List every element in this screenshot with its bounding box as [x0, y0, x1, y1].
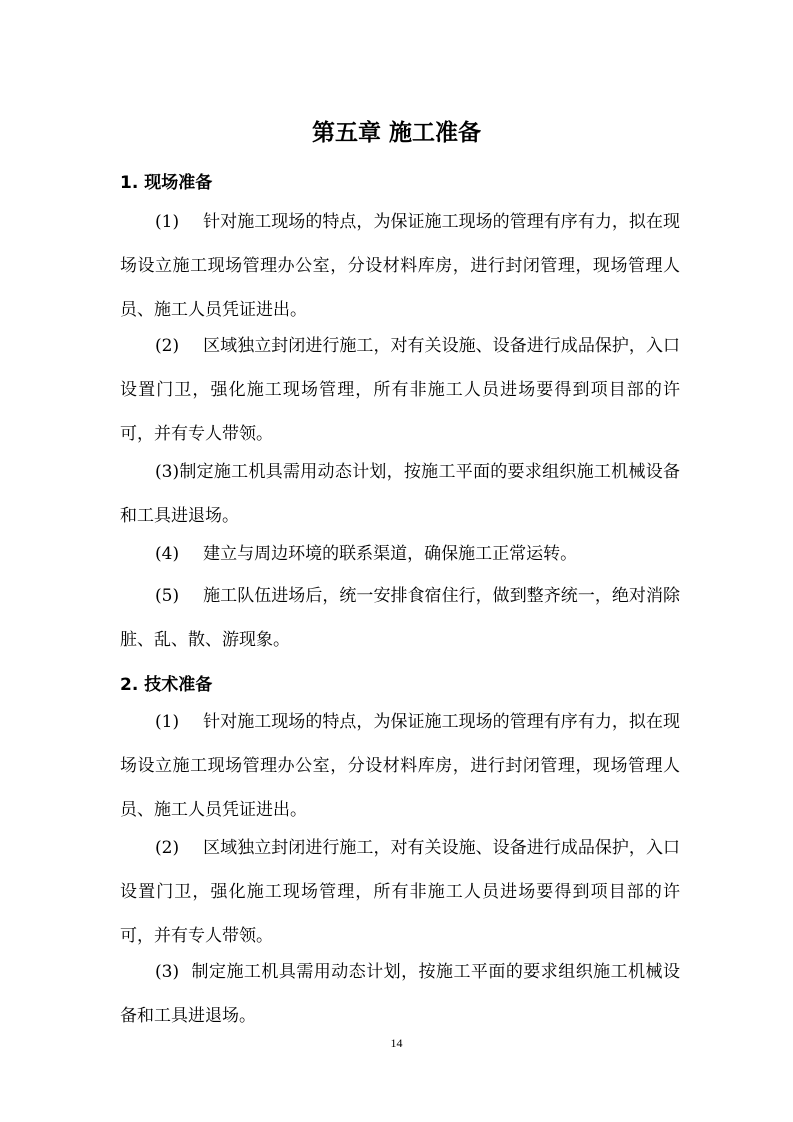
paragraph-text: 施工队伍进场后，统一安排食宿住行，做到整齐统一，绝对消除脏、乱、散、游现象。: [120, 586, 680, 650]
paragraph: [120, 450, 680, 538]
paragraph: [120, 700, 680, 832]
paragraph-text: 区域独立封闭进行施工，对有关设施、设备进行成品保护，入口设置门卫，强化施工现场管理，所有非施工人员进场要得到项目部的许可，并有专人带领。: [120, 838, 680, 946]
paragraph: [120, 826, 680, 958]
page-number: 14: [390, 1036, 403, 1050]
paragraph-text: 建立与周边环境的联系渠道，确保施工正常运转。: [203, 544, 578, 564]
paragraph-number: (4): [155, 544, 180, 564]
paragraph: [120, 324, 680, 456]
section-heading-2: 2. 技术准备: [120, 675, 213, 695]
paragraph-number: (1): [155, 212, 180, 232]
paragraph-number: (1): [155, 712, 180, 732]
paragraph-number: (2): [155, 838, 180, 858]
paragraph-text: 制定施工机具需用动态计划，按施工平面的要求组织施工机械设备和工具进退场。: [120, 962, 680, 1026]
paragraph-number: (3): [155, 962, 180, 982]
section-heading-1: 1. 现场准备: [120, 173, 213, 193]
paragraph: [120, 200, 680, 332]
paragraph-number: (3): [155, 462, 180, 482]
paragraph-text: 针对施工现场的特点，为保证施工现场的管理有序有力，拟在现场设立施工现场管理办公室，分设材料库房，进行封闭管理，现场管理人员、施工人员凭证进出。: [120, 712, 680, 820]
paragraph-text: 区域独立封闭进行施工，对有关设施、设备进行成品保护，入口设置门卫，强化施工现场管理，所有非施工人员进场要得到项目部的许可，并有专人带领。: [120, 336, 680, 444]
paragraph: [120, 574, 680, 662]
paragraph-number: (5): [155, 586, 180, 606]
paragraph: [120, 950, 680, 1038]
paragraph-text: 制定施工机具需用动态计划，按施工平面的要求组织施工机械设备和工具进退场。: [120, 462, 680, 526]
paragraph-text: 针对施工现场的特点，为保证施工现场的管理有序有力，拟在现场设立施工现场管理办公室，分设材料库房，进行封闭管理，现场管理人员、施工人员凭证进出。: [120, 212, 680, 320]
paragraph: [120, 532, 680, 576]
chapter-title: 第五章 施工准备: [311, 120, 481, 146]
paragraph-number: (2): [155, 336, 180, 356]
